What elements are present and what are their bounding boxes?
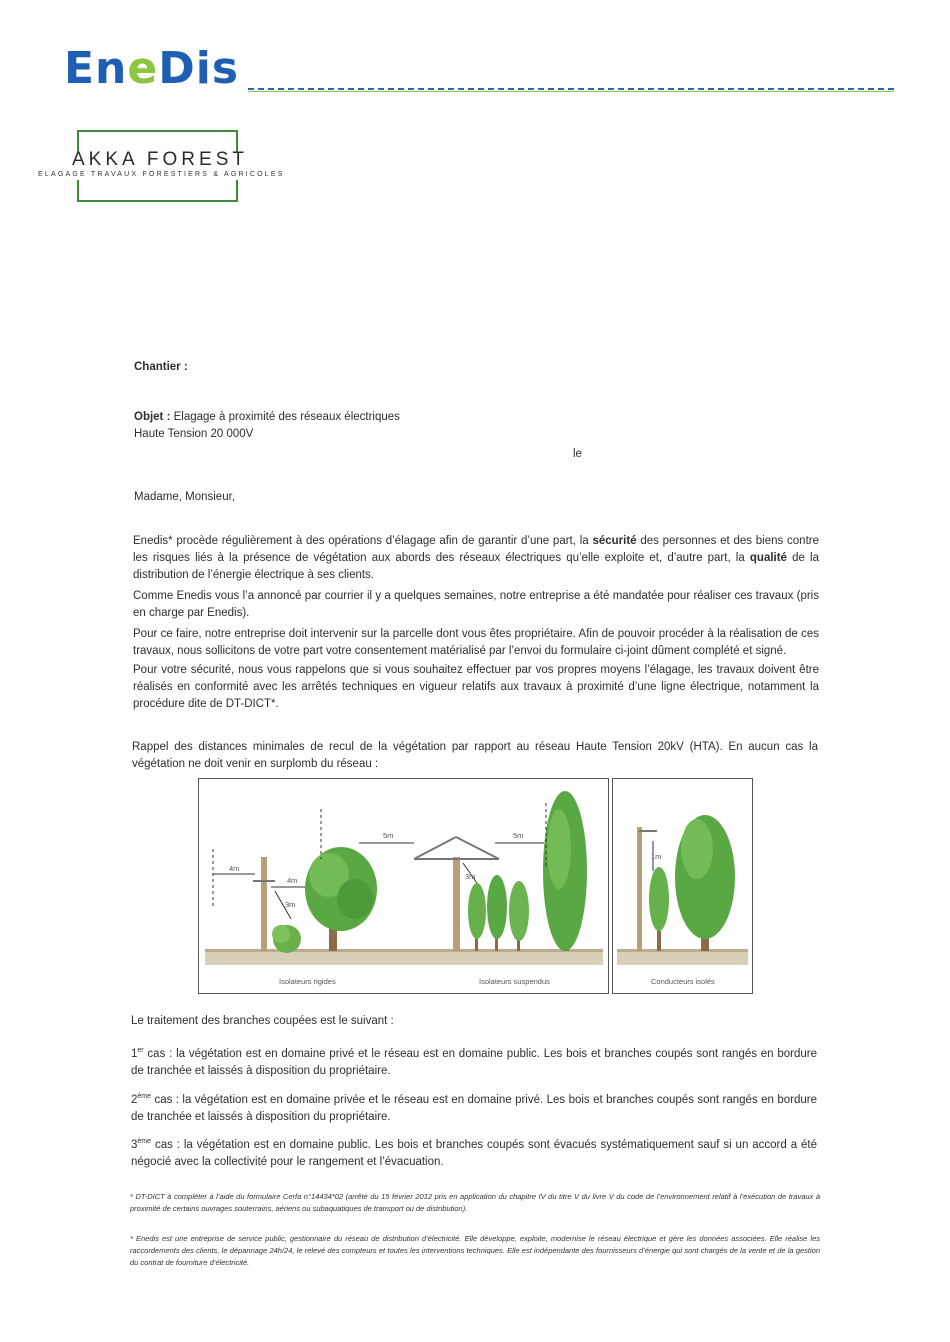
cas-1: 1er cas : la végétation est en domaine privé et le réseau est en domaine public. Les bois et branches coupés sont rangés en bordure de tranchée et laissés à disposition du propriétaire.	[131, 1047, 817, 1077]
distance-label-3m-left: 3m	[285, 900, 296, 909]
distance-label-5m-left: 5m	[383, 831, 394, 840]
objet-text: Elagage à proximité des réseaux électriques	[170, 411, 400, 423]
akka-tagline: ELAGAGE TRAVAUX FORESTIERS & AGRICOLES	[38, 171, 285, 178]
objet-line2: Haute Tension 20 000V	[134, 428, 254, 440]
header-rule	[248, 88, 894, 90]
distance-diagram-isolated	[612, 778, 753, 994]
footnote-enedis: * Enedis est une entreprise de service public, gestionnaire du réseau de distribution d’électricité. Elle développe, exploite, modernise le réseau électrique et gère les données associées. Elle réalise les raccordements des clients, le dépannage 24h/24, le relevé des compteurs et toutes les interventions techniques. Elle est indépendante des fournisseurs d’énergie qui sont chargés de la vente et de la gestion du contrat de fourniture d’électricité.	[130, 1234, 820, 1267]
paragraph-4: Pour votre sécurité, nous vous rappelons que si vous souhaitez effectuer par vos propres moyens l’élagage, les travaux doivent être réalisés en conformité avec les arrêtés techniques en vigueur relatifs aux travaux à proximité d’une ligne électrique, notamment la procédure dite de DT-DICT*.	[133, 664, 819, 710]
cas-2: 2ème cas : la végétation est en domaine privée et le réseau est en domaine privé. Les bois et branches coupés sont rangés en bordure de tranchée et laissés à disposition du propriétaire.	[131, 1093, 817, 1123]
chantier-label: Chantier :	[134, 361, 188, 373]
caption-isolateurs-suspendus: Isolateurs suspendus	[479, 977, 550, 986]
akka-forest-logo: AKKA FOREST	[72, 149, 248, 170]
distance-label-1m: 1m	[651, 852, 662, 861]
salutation: Madame, Monsieur,	[134, 491, 235, 503]
distance-label-3m-mid: 3m	[465, 872, 476, 881]
paragraph-3: Pour ce faire, notre entreprise doit intervenir sur la parcelle dont vous êtes propriétaire. Afin de pouvoir procéder à la réalisation de ces travaux, nous sollicitons de votre part votre consentement matérialisé par l’envoi du formulaire ci-joint dûment complété et signé.	[133, 628, 819, 657]
header-rule-green	[248, 91, 894, 92]
distance-label-4m-mid: 4m	[287, 876, 298, 885]
enedis-logo: EneDis	[64, 43, 240, 94]
cas-3: 3ème cas : la végétation est en domaine public. Les bois et branches coupés sont évacués systématiquement sauf si un accord a été négocié avec la collectivité pour le rangement et l’évacuation.	[131, 1138, 817, 1168]
date-le: le	[573, 448, 582, 460]
objet-label: Objet :	[134, 411, 171, 423]
distance-label-4m-left: 4m	[229, 864, 240, 873]
paragraph-2: Comme Enedis vous l’a annoncé par courrier il y a quelques semaines, notre entreprise a été mandatée pour réaliser ces travaux (pris en charge par Enedis).	[133, 590, 819, 619]
caption-isolateurs-rigides: Isolateurs rigides	[279, 977, 336, 986]
akka-logo-frame-bottom	[77, 180, 238, 202]
caption-conducteurs-isoles: Conducteurs isolés	[651, 977, 715, 986]
distance-label-5m-right: 5m	[513, 831, 524, 840]
objet-line	[134, 409, 400, 426]
distance-diagram-main	[198, 778, 609, 994]
traitement-heading: Le traitement des branches coupées est le suivant :	[131, 1015, 394, 1027]
paragraph-1: Enedis* procède régulièrement à des opérations d’élagage afin de garantir d’une part, la sécurité des personnes et des biens contre les risques liés à la présence de végétation aux abords des réseaux électriques qu’elle exploite et, d’autre part, la qualité de la distribution de l’énergie électrique à ses clients.	[133, 535, 819, 581]
footnote-dt-dict: * DT-DICT à compléter à l’aide du formulaire Cerfa n°14434*02 (arrêté du 15 février 2012 pris en application du chapitre IV du titre V du livre V du code de l’environnement relatif à l’exécution de travaux à proximité de certains ouvrages souterrains, aériens ou subaquatiques de transport ou de distribution).	[130, 1192, 820, 1213]
paragraph-5: Rappel des distances minimales de recul de la végétation par rapport au réseau Haute Tension 20kV (HTA). En aucun cas la végétation ne doit venir en surplomb du réseau :	[132, 741, 818, 770]
